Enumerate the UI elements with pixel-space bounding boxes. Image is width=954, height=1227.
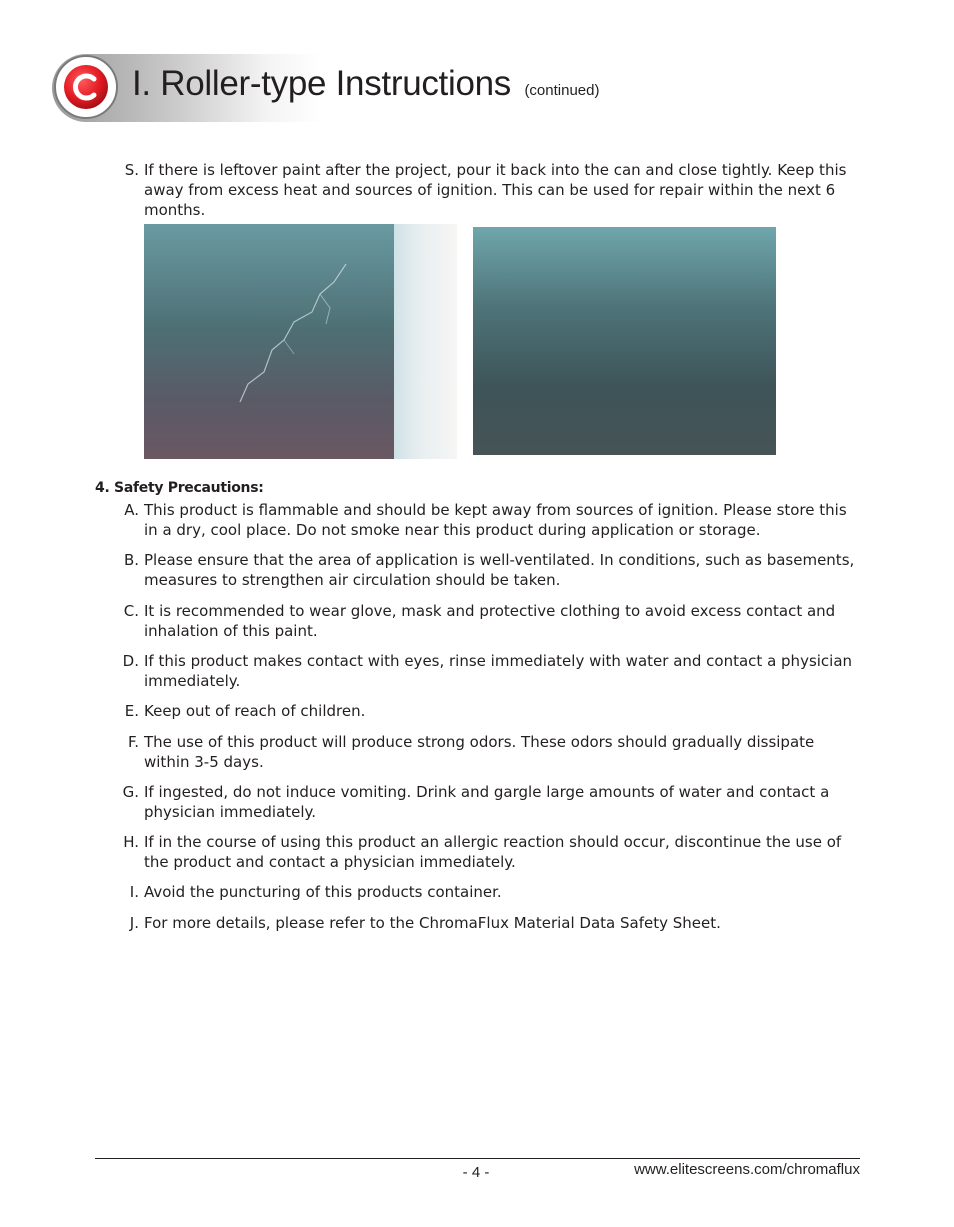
safety-item-text: For more details, please refer to the ChromaFlux Material Data Safety Sheet. — [144, 914, 721, 932]
safety-item-marker: J. — [129, 914, 139, 932]
safety-item-marker: G. — [122, 783, 139, 801]
safety-item-marker: C. — [123, 602, 139, 620]
safety-item-text: Keep out of reach of children. — [144, 702, 366, 720]
safety-item-text: This product is flammable and should be kept away from sources of ignition. Please store this in a dry, cool place. Do not smoke near this product during application or storage. — [144, 501, 847, 539]
page-subtitle: (continued) — [524, 82, 600, 99]
safety-item — [123, 832, 860, 872]
safety-item-marker: B. — [123, 551, 139, 569]
footer-rule — [95, 1158, 860, 1159]
safety-item-marker: A. — [124, 501, 139, 519]
safety-item — [123, 601, 860, 641]
safety-item — [128, 732, 860, 772]
paint-crack-lines — [144, 224, 394, 459]
safety-item-text: If this product makes contact with eyes, rinse immediately with water and contact a physician immediately. — [144, 652, 853, 690]
section-heading-safety: 4. Safety Precautions: — [95, 480, 264, 496]
step-text: If there is leftover paint after the project, pour it back into the can and close tightly. Keep this away from excess heat and sources of ignition. This can be used for repair within the next 6 months. — [144, 161, 847, 219]
safety-item-marker: H. — [123, 833, 139, 851]
page-title — [132, 64, 599, 104]
safety-item-text: It is recommended to wear glove, mask and protective clothing to avoid excess contact and inhalation of this paint. — [144, 602, 836, 640]
chromaflux-c-logo-icon — [54, 55, 118, 119]
safety-item — [123, 550, 860, 590]
safety-item — [124, 701, 860, 721]
safety-item-marker: F. — [128, 733, 139, 751]
safety-item — [122, 651, 860, 691]
step-s — [124, 160, 860, 220]
safety-item — [122, 782, 860, 822]
safety-item-text: Please ensure that the area of application is well-ventilated. In conditions, such as basements, measures to strengthen air circulation should be taken. — [144, 551, 855, 589]
safety-item — [129, 913, 860, 933]
step-marker: S. — [124, 161, 139, 179]
page-number: - 4 - — [462, 1164, 490, 1181]
page-title-text: I. Roller-type Instructions — [132, 64, 511, 103]
photo-smooth-paint-after — [473, 227, 776, 455]
safety-item-marker: I. — [129, 883, 139, 901]
safety-item-text: Avoid the puncturing of this products container. — [144, 883, 502, 901]
safety-item-text: If in the course of using this product an allergic reaction should occur, discontinue the use of the product and contact a physician immediately. — [144, 833, 842, 871]
safety-item — [124, 500, 860, 540]
safety-item-text: The use of this product will produce strong odors. These odors should gradually dissipate within 3-5 days. — [144, 733, 815, 771]
safety-item-marker: D. — [122, 652, 139, 670]
safety-item-marker: E. — [124, 702, 139, 720]
photo-wall-edge — [394, 224, 457, 459]
photo-cracked-paint-before — [144, 224, 457, 459]
safety-item — [129, 882, 860, 902]
footer-url: www.elitescreens.com/chromaflux — [634, 1161, 860, 1178]
safety-item-text: If ingested, do not induce vomiting. Drink and gargle large amounts of water and contact a physician immediately. — [144, 783, 830, 821]
